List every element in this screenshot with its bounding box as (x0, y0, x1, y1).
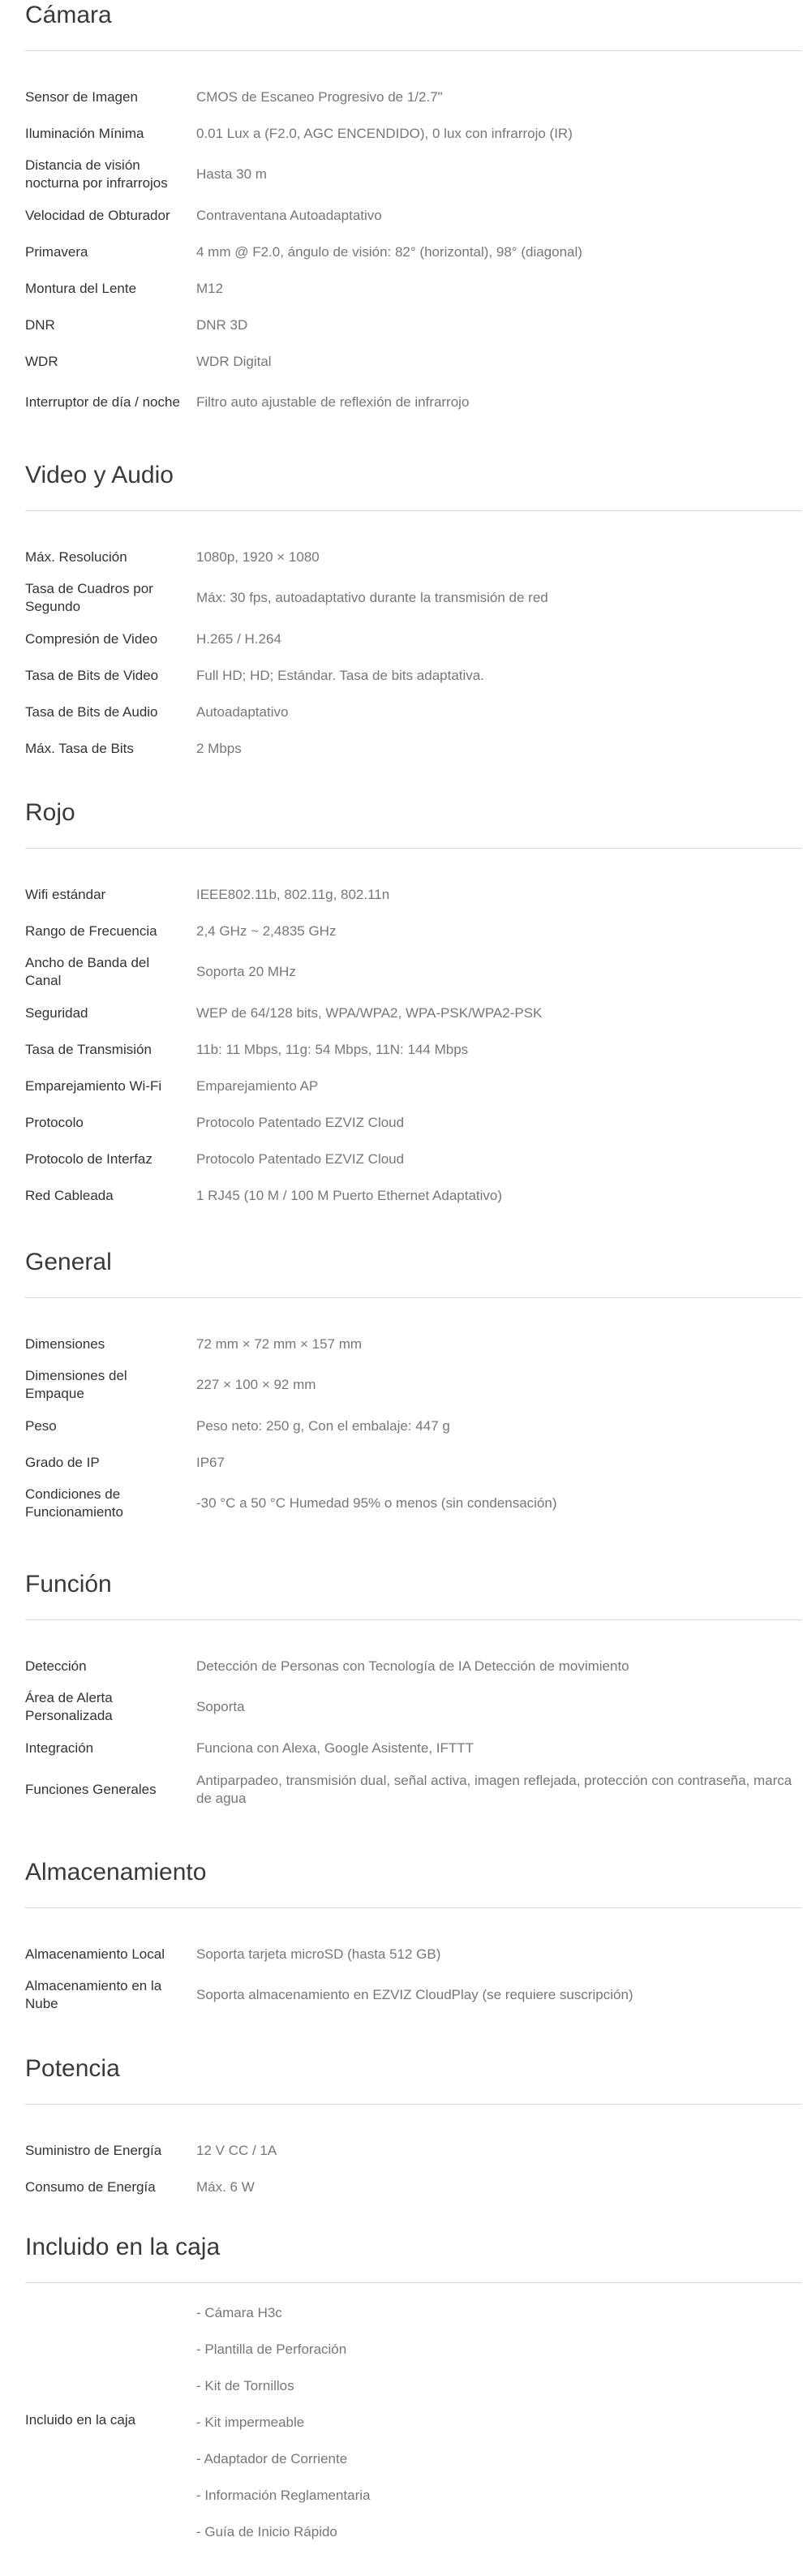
spec-value: 4 mm @ F2.0, ángulo de visión: 82° (horizontal), 98° (diagonal) (196, 243, 582, 260)
spec-row (25, 1936, 802, 1972)
spec-table (25, 539, 802, 767)
section-divider (25, 1619, 802, 1620)
spec-row (25, 949, 802, 995)
spec-table (25, 79, 802, 425)
spec-label: Tasa de Transmisión (25, 1041, 152, 1057)
spec-row (25, 621, 802, 657)
spec-value: Antiparpadeo, transmisión dual, señal activa, imagen reflejada, protección con contraseña, marca de agua (196, 1773, 792, 1806)
spec-label: Dimensiones (25, 1335, 105, 1352)
spec-label: Grado de IP (25, 1454, 100, 1470)
spec-row (25, 1972, 802, 2018)
section-almacenamiento (25, 1857, 802, 2018)
spec-label: Wifi estándar (25, 886, 106, 902)
spec-row (25, 2290, 802, 2550)
spec-row (25, 1068, 802, 1104)
spec-value: 1080p, 1920 × 1080 (196, 548, 320, 565)
list-item: - Adaptador de Corriente (196, 2451, 348, 2466)
spec-label: Tasa de Cuadros por Segundo (25, 581, 153, 614)
spec-value: Full HD; HD; Estándar. Tasa de bits adaptativa. (196, 667, 484, 683)
section-incluido (25, 2232, 802, 2550)
list-item: - Kit impermeable (196, 2415, 305, 2430)
spec-value: Autoadaptativo (196, 703, 289, 720)
box-contents-list (196, 2290, 802, 2550)
spec-label: Almacenamiento en la Nube (25, 1978, 162, 2011)
spec-value: DNR 3D (196, 316, 248, 333)
spec-row (25, 343, 802, 380)
spec-label: Área de Alerta Personalizada (25, 1690, 113, 1723)
spec-label: WDR (25, 353, 58, 369)
section-divider (25, 1907, 802, 1908)
spec-label: Protocolo (25, 1114, 84, 1130)
spec-label: Protocolo de Interfaz (25, 1150, 152, 1167)
spec-value: 1 RJ45 (10 M / 100 M Puerto Ethernet Adaptativo) (196, 1187, 503, 1203)
spec-row (25, 694, 802, 730)
spec-label: Seguridad (25, 1004, 88, 1021)
spec-row (25, 1444, 802, 1481)
spec-value: Protocolo Patentado EZVIZ Cloud (196, 1114, 405, 1130)
spec-table (25, 2132, 802, 2205)
section-camara (25, 0, 802, 425)
spec-label: Tasa de Bits de Audio (25, 703, 158, 720)
section-divider (25, 2104, 802, 2105)
section-title: General (25, 1249, 112, 1275)
spec-row (25, 2169, 802, 2205)
spec-value: Máx: 30 fps, autoadaptativo durante la transmisión de red (196, 590, 548, 605)
spec-row (25, 2132, 802, 2169)
spec-row (25, 234, 802, 270)
list-item: - Plantilla de Perforación (196, 2342, 347, 2357)
spec-label: Velocidad de Obturador (25, 207, 170, 223)
spec-label: Red Cableada (25, 1187, 114, 1203)
spec-value: Funciona con Alexa, Google Asistente, IFTTT (196, 1740, 474, 1756)
spec-value: H.265 / H.264 (196, 630, 281, 647)
section-divider (25, 848, 802, 849)
list-item: - Información Reglamentaria (196, 2488, 371, 2503)
spec-value: Soporta tarjeta microSD (hasta 512 GB) (196, 1946, 441, 1962)
spec-label: Suministro de Energía (25, 2142, 162, 2158)
spec-row (25, 995, 802, 1031)
spec-label: Compresión de Video (25, 630, 158, 647)
section-title: Almacenamiento (25, 1859, 207, 1886)
section-title: Función (25, 1571, 112, 1598)
spec-row (25, 1684, 802, 1730)
spec-label: Detección (25, 1658, 87, 1674)
spec-label: Almacenamiento Local (25, 1946, 165, 1962)
spec-label: Distancia de visión nocturna por infrarrojos (25, 157, 168, 191)
spec-row (25, 657, 802, 694)
spec-label: Consumo de Energía (25, 2178, 156, 2195)
spec-label: Ancho de Banda del Canal (25, 955, 150, 988)
spec-value: Soporta almacenamiento en EZVIZ CloudPlay (se requiere suscripción) (196, 1987, 633, 2002)
spec-value: Hasta 30 m (196, 166, 267, 182)
spec-row (25, 1326, 802, 1362)
spec-label: Incluido en la caja (25, 2411, 136, 2428)
spec-label: Funciones Generales (25, 1782, 157, 1797)
spec-value: Emparejamiento AP (196, 1077, 319, 1094)
spec-value: 11b: 11 Mbps, 11g: 54 Mbps, 11N: 144 Mbps (196, 1041, 469, 1057)
spec-label: Máx. Tasa de Bits (25, 740, 134, 756)
list-item: - Cámara H3c (196, 2305, 282, 2320)
section-title: Potencia (25, 2055, 120, 2082)
list-item: - Guía de Inicio Rápido (196, 2524, 337, 2539)
spec-table (25, 1936, 802, 2018)
spec-value: Soporta (196, 1699, 245, 1714)
spec-row (25, 1141, 802, 1177)
spec-label: Peso (25, 1417, 57, 1434)
spec-value: 12 V CC / 1A (196, 2142, 277, 2158)
spec-label: Emparejamiento Wi-Fi (25, 1077, 162, 1094)
spec-value: Máx. 6 W (196, 2178, 255, 2195)
section-video-audio (25, 460, 802, 767)
section-potencia (25, 2053, 802, 2205)
spec-label: Primavera (25, 243, 88, 260)
spec-label: DNR (25, 316, 55, 333)
spec-row (25, 1766, 802, 1813)
spec-row (25, 79, 802, 115)
spec-row (25, 1177, 802, 1214)
spec-value: 2 Mbps (196, 740, 242, 756)
spec-value: IEEE802.11b, 802.11g, 802.11n (196, 886, 390, 902)
spec-label: Sensor de Imagen (25, 88, 138, 105)
spec-row (25, 1031, 802, 1068)
spec-row (25, 115, 802, 152)
spec-value: WEP de 64/128 bits, WPA/WPA2, WPA-PSK/WPA2-PSK (196, 1004, 543, 1021)
spec-label: Rango de Frecuencia (25, 922, 157, 939)
spec-value: Detección de Personas con Tecnología de IA Detección de movimiento (196, 1658, 629, 1674)
spec-value: Filtro auto ajustable de reflexión de infrarrojo (196, 394, 470, 410)
list-item: - Kit de Tornillos (196, 2378, 294, 2393)
spec-row (25, 575, 802, 621)
spec-row (25, 380, 802, 425)
section-divider (25, 510, 802, 511)
spec-row (25, 1730, 802, 1766)
spec-row (25, 1104, 802, 1141)
spec-row (25, 913, 802, 949)
spec-row (25, 1362, 802, 1408)
spec-label: Montura del Lente (25, 280, 137, 296)
spec-value: CMOS de Escaneo Progresivo de 1/2.7" (196, 88, 443, 105)
spec-row (25, 1481, 802, 1526)
spec-value: 72 mm × 72 mm × 157 mm (196, 1335, 363, 1352)
spec-table (25, 1326, 802, 1526)
spec-value: Soporta 20 MHz (196, 964, 296, 979)
spec-row (25, 307, 802, 343)
spec-value: 0.01 Lux a (F2.0, AGC ENCENDIDO), 0 lux con infrarrojo (IR) (196, 125, 573, 141)
spec-label: Integración (25, 1740, 94, 1756)
spec-row (25, 1648, 802, 1684)
spec-value: Protocolo Patentado EZVIZ Cloud (196, 1150, 405, 1167)
spec-value: M12 (196, 280, 224, 296)
spec-row (25, 730, 802, 767)
spec-value: 2,4 GHz ~ 2,4835 GHz (196, 922, 337, 939)
section-title: Rojo (25, 799, 75, 826)
section-title: Incluido en la caja (25, 2234, 221, 2260)
spec-label: Iluminación Mínima (25, 125, 144, 141)
section-general (25, 1247, 802, 1526)
spec-value: -30 °C a 50 °C Humedad 95% o menos (sin condensación) (196, 1495, 557, 1511)
section-divider (25, 50, 802, 51)
spec-value: Contraventana Autoadaptativo (196, 207, 382, 223)
spec-label: Condiciones de Funcionamiento (25, 1486, 123, 1520)
spec-table (25, 1648, 802, 1813)
section-title: Video y Audio (25, 462, 174, 488)
section-title: Cámara (25, 2, 112, 28)
section-funcion (25, 1569, 802, 1813)
spec-row (25, 539, 802, 575)
spec-value: 227 × 100 × 92 mm (196, 1377, 316, 1392)
spec-label: Interruptor de día / noche (25, 394, 180, 410)
spec-label: Dimensiones del Empaque (25, 1368, 127, 1401)
spec-row (25, 270, 802, 307)
spec-row (25, 876, 802, 913)
section-rojo (25, 798, 802, 1214)
spec-value: Peso neto: 250 g, Con el embalaje: 447 g (196, 1417, 450, 1434)
spec-table (25, 876, 802, 1214)
spec-row (25, 197, 802, 234)
section-divider (25, 1297, 802, 1298)
spec-label: Tasa de Bits de Video (25, 667, 159, 683)
spec-row (25, 1408, 802, 1444)
section-divider (25, 2282, 802, 2283)
spec-value: IP67 (196, 1454, 225, 1470)
spec-label: Máx. Resolución (25, 548, 127, 565)
spec-row (25, 152, 802, 197)
spec-value: WDR Digital (196, 353, 272, 369)
